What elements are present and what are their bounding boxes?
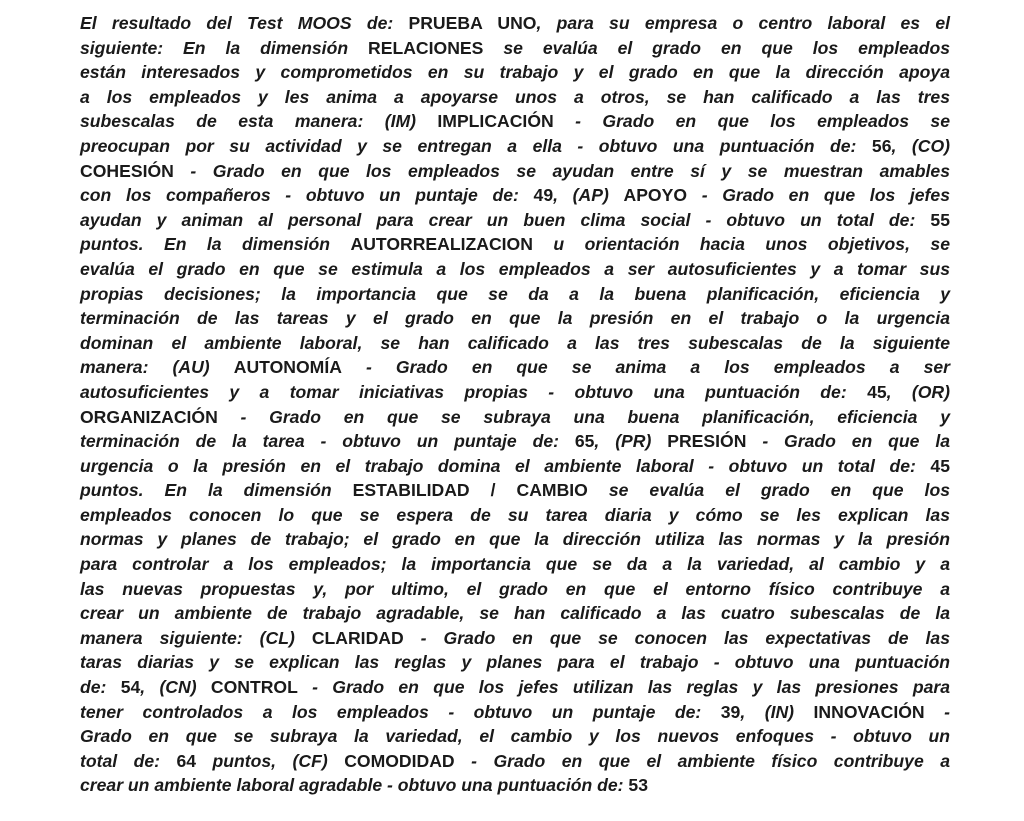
text-line: [80, 109, 950, 134]
highlight-run: 45: [930, 455, 950, 476]
moos-test-result-paragraph: [80, 11, 950, 798]
text-run: - Grado en que los jefes utilizan las reglas y las presiones para: [297, 677, 950, 698]
highlight-run: 39: [720, 701, 741, 722]
text-line: [80, 700, 950, 725]
text-run: - Grado en que se conocen las expectativas de las: [403, 627, 950, 648]
text-run: - Grado en que se subraya una buena planificación, eficiencia y: [217, 406, 950, 427]
text-run: las nuevas propuestas y, por ultimo, el grado en que el entorno físico contribuye a: [80, 578, 950, 599]
text-line: [80, 724, 950, 749]
text-run: El resultado del Test MOOS de:: [80, 13, 409, 33]
text-line: [80, 552, 950, 577]
highlight-run: 53: [628, 775, 648, 796]
text-line: [80, 405, 950, 430]
text-run: preocupan por su actividad y se entregan a ella - obtuvo una puntuación de:: [80, 135, 872, 156]
text-line: [80, 503, 950, 528]
text-run: manera: (AU): [80, 357, 234, 378]
text-run: a los empleados y les anima a apoyarse unos a otros, se han calificado a las tres: [80, 86, 950, 107]
text-run: Grado en que se subraya la variedad, el cambio y los nuevos enfoques - obtuvo un: [80, 726, 950, 747]
text-line: [80, 134, 950, 159]
text-run: normas y planes de trabajo; el grado en que la dirección utiliza las normas y la presión: [80, 529, 950, 550]
text-run: dominan el ambiente laboral, se han calificado a las tres subescalas de la siguiente: [80, 332, 950, 353]
text-line: [80, 183, 950, 208]
text-run: siguiente: En la dimensión: [80, 37, 369, 58]
highlight-run: APOYO: [623, 185, 688, 206]
text-line: [80, 454, 950, 479]
highlight-run: CLARIDAD: [311, 627, 404, 648]
text-run: - Grado en que la: [746, 431, 950, 452]
text-line: [80, 159, 950, 184]
highlight-run: CONTROL: [210, 677, 298, 698]
text-run: propias decisiones; la importancia que se da a la buena planificación, eficiencia y: [80, 283, 950, 304]
text-run: , (IN): [740, 701, 814, 722]
text-run: terminación de la tarea - obtuvo un puntaje de:: [80, 431, 575, 452]
text-line: [80, 478, 950, 503]
text-run: puntos. En la dimensión: [80, 480, 353, 501]
text-run: u orientación hacia unos objetivos, se: [532, 234, 950, 255]
highlight-run: 55: [930, 209, 950, 230]
text-line: [80, 577, 950, 602]
text-line: [80, 650, 950, 675]
text-run: -: [924, 701, 950, 722]
text-run: - Grado en que se anima a los empleados a ser: [341, 357, 950, 378]
text-line: [80, 380, 950, 405]
text-run: , (CO): [891, 135, 950, 156]
text-run: están interesados y comprometidos en su trabajo y el grado en que la dirección apoya: [80, 62, 950, 83]
text-line: [80, 36, 950, 61]
text-run: tener controlados a los empleados - obtuvo un puntaje de:: [80, 701, 721, 722]
text-run: de:: [80, 677, 121, 698]
text-line: [80, 601, 950, 626]
text-line: [80, 773, 950, 798]
highlight-run: 45: [867, 381, 887, 402]
highlight-run: RELACIONES: [368, 37, 484, 58]
highlight-run: 56: [871, 135, 892, 156]
highlight-run: COMODIDAD: [344, 750, 455, 771]
text-line: [80, 429, 950, 454]
text-run: manera siguiente: (CL): [80, 627, 312, 648]
text-run: empleados conocen lo que se espera de su tarea diaria y cómo se les explican las: [80, 504, 950, 525]
text-line: [80, 626, 950, 651]
text-line: [80, 208, 950, 233]
highlight-run: 65: [574, 431, 595, 452]
highlight-run: 54: [120, 677, 141, 698]
text-line: [80, 527, 950, 552]
text-run: terminación de las tareas y el grado en que la presión en el trabajo o la urgencia: [80, 308, 950, 329]
text-line: [80, 85, 950, 110]
text-run: para controlar a los empleados; la importancia que se da a la variedad, al cambio y a: [80, 554, 950, 575]
text-line: [80, 306, 950, 331]
text-run: crear un ambiente de trabajo agradable, se han calificado a las cuatro subescalas de la: [80, 603, 950, 624]
text-run: subescalas de esta manera: (IM): [80, 111, 438, 132]
highlight-run: PRUEBA UNO: [408, 13, 537, 33]
highlight-run: IMPLICACIÓN: [437, 111, 554, 132]
highlight-run: ESTABILIDAD / CAMBIO: [352, 480, 588, 501]
text-run: , para su empresa o centro laboral es el: [536, 13, 950, 33]
text-run: - Grado en que los jefes: [687, 185, 950, 206]
text-run: , (CN): [140, 677, 211, 698]
text-run: evalúa el grado en que se estimula a los empleados a ser autosuficientes y a tomar sus: [80, 258, 950, 279]
text-line: [80, 331, 950, 356]
text-run: taras diarias y se explican las reglas y planes para el trabajo - obtuvo una puntuación: [80, 652, 950, 673]
text-run: - Grado en que los empleados se: [553, 111, 950, 132]
text-run: crear un ambiente laboral agradable - obtuvo una puntuación de:: [80, 775, 629, 796]
highlight-run: AUTONOMÍA: [233, 357, 342, 378]
text-line: [80, 675, 950, 700]
text-line: [80, 60, 950, 85]
text-run: ayudan y animan al personal para crear un buen clima social - obtuvo un total de:: [80, 209, 931, 230]
text-run: urgencia o la presión en el trabajo domina el ambiente laboral - obtuvo un total de:: [80, 455, 931, 476]
text-line: [80, 257, 950, 282]
text-run: , (OR): [886, 381, 950, 402]
highlight-run: 49: [533, 185, 554, 206]
text-run: - Grado en que los empleados se ayudan entre sí y se muestran amables: [173, 160, 950, 181]
text-line: [80, 232, 950, 257]
text-line: [80, 355, 950, 380]
text-run: , (AP): [553, 185, 624, 206]
highlight-run: INNOVACIÓN: [813, 701, 925, 722]
text-run: - Grado en que el ambiente físico contribuye a: [454, 750, 950, 771]
text-run: autosuficientes y a tomar iniciativas propias - obtuvo una puntuación de:: [80, 381, 868, 402]
highlight-run: PRESIÓN: [667, 431, 747, 452]
text-run: se evalúa el grado en que los empleados: [483, 37, 950, 58]
highlight-run: AUTORREALIZACION: [350, 234, 533, 255]
text-line: [80, 749, 950, 774]
highlight-run: 64: [176, 750, 197, 771]
text-run: , (PR): [594, 431, 668, 452]
text-run: total de:: [80, 750, 177, 771]
highlight-run: ORGANIZACIÓN: [80, 406, 218, 427]
text-run: se evalúa el grado en que los: [587, 480, 950, 501]
highlight-run: COHESIÓN: [80, 160, 174, 181]
text-line: [80, 11, 950, 36]
text-run: puntos. En la dimensión: [80, 234, 351, 255]
text-run: puntos, (CF): [196, 750, 345, 771]
text-line: [80, 282, 950, 307]
text-run: con los compañeros - obtuvo un puntaje de:: [80, 185, 534, 206]
